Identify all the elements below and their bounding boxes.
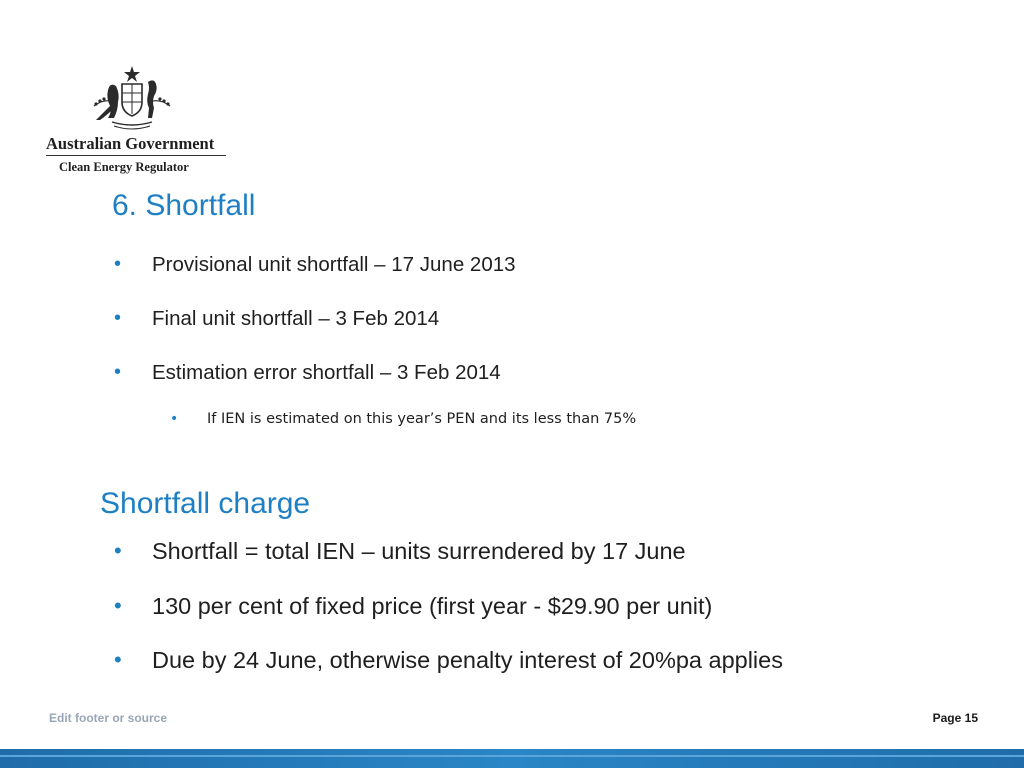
bullet-icon: • [114, 253, 122, 275]
bullet-icon: • [114, 593, 122, 618]
coat-of-arms-icon [86, 62, 178, 132]
bullet-text: Due by 24 June, otherwise penalty interest of 20%pa applies [152, 647, 783, 673]
bullet-icon: • [114, 307, 122, 329]
bullet-icon: • [114, 538, 122, 563]
bullet-text: Final unit shortfall – 3 Feb 2014 [152, 307, 440, 330]
sub-bullet-text: If IEN is estimated on this year’s PEN and its less than 75% [207, 411, 637, 427]
logo-divider [46, 155, 226, 156]
section-heading-shortfall: 6. Shortfall [112, 189, 256, 222]
footer-source: Edit footer or source [49, 711, 168, 725]
bullet-icon: • [114, 647, 122, 672]
bullet-text: 130 per cent of fixed price (first year - $29.90 per unit) [152, 593, 713, 619]
bullet-text: Shortfall = total IEN – units surrendered by 17 June [152, 538, 686, 564]
bullet-text: Estimation error shortfall – 3 Feb 2014 [152, 361, 501, 384]
bullet-icon: • [170, 411, 179, 427]
bullet-icon: • [114, 361, 122, 383]
bullet-text: Provisional unit shortfall – 17 June 2013 [152, 253, 516, 276]
logo-subtitle: Clean Energy Regulator [59, 160, 189, 174]
logo [40, 62, 230, 182]
footer-bar-highlight [0, 755, 1024, 757]
page-number: Page 15 [932, 711, 978, 725]
footer-bar [0, 749, 1024, 768]
logo-title: Australian Government [46, 134, 215, 153]
section-heading-shortfall-charge: Shortfall charge [100, 487, 311, 520]
